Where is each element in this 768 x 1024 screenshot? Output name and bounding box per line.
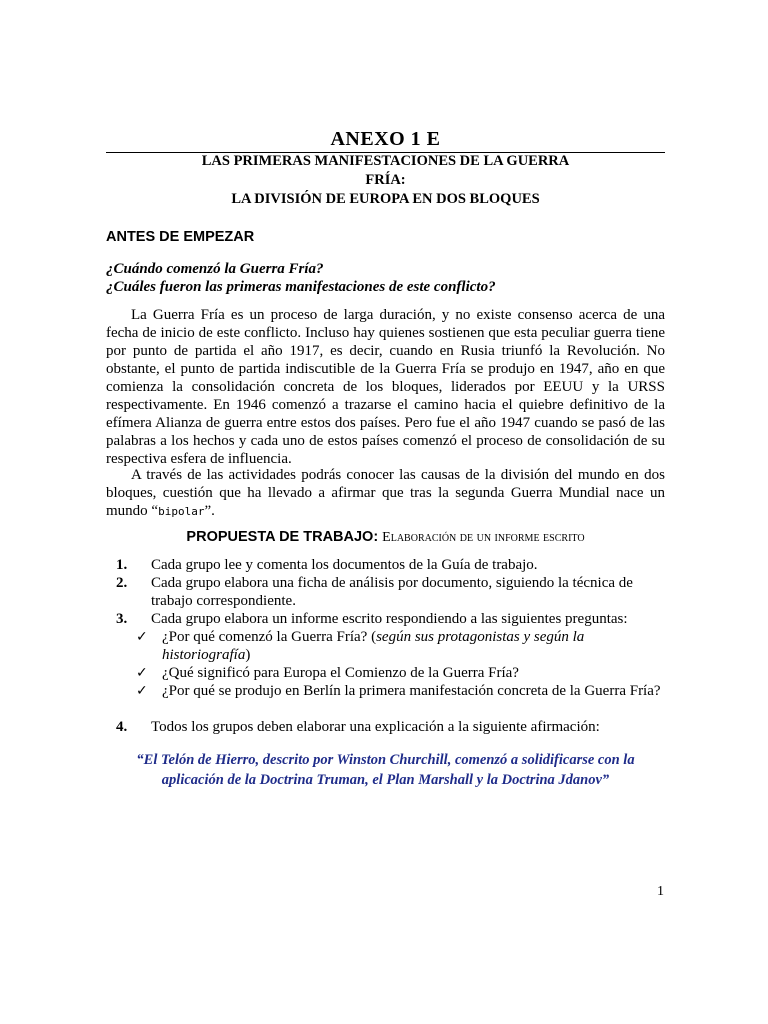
subquestion-end: )	[245, 647, 251, 663]
activities-paragraph	[106, 466, 665, 521]
task-item	[106, 556, 665, 574]
document-subtitle	[106, 152, 665, 209]
activities-paragraph-text: A través de las actividades podrás conocer las causas de la división del mundo en dos bloques, cuestión que ha llevado a afirmar que tras la segunda Guerra Mundial nace un mundo “	[106, 467, 665, 519]
work-proposal-subtitle: Elaboración de un informe escrito	[382, 530, 585, 545]
check-icon: ✓	[136, 683, 148, 699]
task-list	[106, 556, 665, 736]
guiding-question-1: ¿Cuándo comenzó la Guerra Fría?	[106, 261, 324, 277]
section-heading: ANTES DE EMPEZAR	[106, 229, 255, 245]
quote-line-1: “El Telón de Hierro, descrito por Winston Churchill, comenzó a solidificarse con la	[136, 752, 635, 768]
guiding-questions	[106, 260, 665, 296]
task-number: 1.	[116, 557, 128, 573]
check-icon: ✓	[136, 629, 148, 645]
task-text: Cada grupo elabora un informe escrito respondiendo a las siguientes preguntas:	[151, 611, 628, 627]
work-proposal-label: PROPUESTA DE TRABAJO:	[186, 529, 379, 545]
subquestion-item	[106, 664, 665, 682]
subquestion-item	[106, 628, 665, 664]
task-number: 3.	[116, 611, 128, 627]
guiding-question-2: ¿Cuáles fueron las primeras manifestaciones de este conflicto?	[106, 279, 496, 295]
bipolar-word: bipolar	[158, 505, 205, 518]
task-item	[106, 610, 665, 628]
subtitle-line-2: FRÍA:	[365, 172, 406, 188]
subquestion-text: ¿Qué significó para Europa el Comienzo de la Guerra Fría?	[162, 665, 519, 681]
check-icon: ✓	[136, 665, 148, 681]
subquestion-item	[106, 682, 665, 700]
task-number: 4.	[116, 719, 128, 735]
subquestion-text: ¿Por qué se produjo en Berlín la primera manifestación concreta de la Guerra Fría?	[162, 683, 661, 699]
activities-paragraph-end: ”.	[204, 503, 215, 519]
quote-line-2: aplicación de la Doctrina Truman, el Plan Marshall y la Doctrina Jdanov”	[161, 772, 610, 788]
task-text: Todos los grupos deben elaborar una explicación a la siguiente afirmación:	[151, 719, 600, 735]
churchill-quote	[106, 750, 665, 790]
anexo-title: ANEXO 1 E	[330, 128, 441, 150]
subquestion-list	[106, 628, 665, 700]
intro-paragraph: La Guerra Fría es un proceso de larga duración, y no existe consenso acerca de una fecha de inicio de este conflicto. Incluso hay quienes sostienen que esta peculiar guerra tiene por punto de partida el año 1917, es decir, cuando en Rusia triunfó la Revolución. No obstante, el punto de partida indiscutible de la Guerra Fría se produjo en 1947, año en que comienza la consolidación concreta de los bloques, liderados por EEUU y la URSS respectivamente. En 1946 comenzó a trazarse el camino hacia el quiebre definitivo de la efímera Alianza de guerra entre estos dos países. Pero fue el año 1947 cuando se pasó de las palabras a los hechos y cada uno de estos países comenzó el proceso de consolidación de su respectiva esfera de influencia.	[106, 307, 665, 467]
task-item	[106, 718, 665, 736]
task-number: 2.	[116, 575, 128, 591]
subtitle-line-1: LAS PRIMERAS MANIFESTACIONES DE LA GUERRA	[201, 153, 570, 169]
subtitle-line-3: LA DIVISIÓN DE EUROPA EN DOS BLOQUES	[231, 191, 540, 207]
subquestion-note: según sus protagonistas y según la historiografía	[162, 629, 585, 663]
work-proposal-heading	[106, 528, 665, 546]
task-item	[106, 574, 665, 610]
task-text: Cada grupo elabora una ficha de análisis por documento, siguiendo la técnica de trabajo correspondiente.	[151, 575, 633, 609]
page-number: 1	[657, 884, 664, 899]
task-text: Cada grupo lee y comenta los documentos de la Guía de trabajo.	[151, 557, 538, 573]
subquestion-text: ¿Por qué comenzó la Guerra Fría? (	[162, 629, 377, 645]
